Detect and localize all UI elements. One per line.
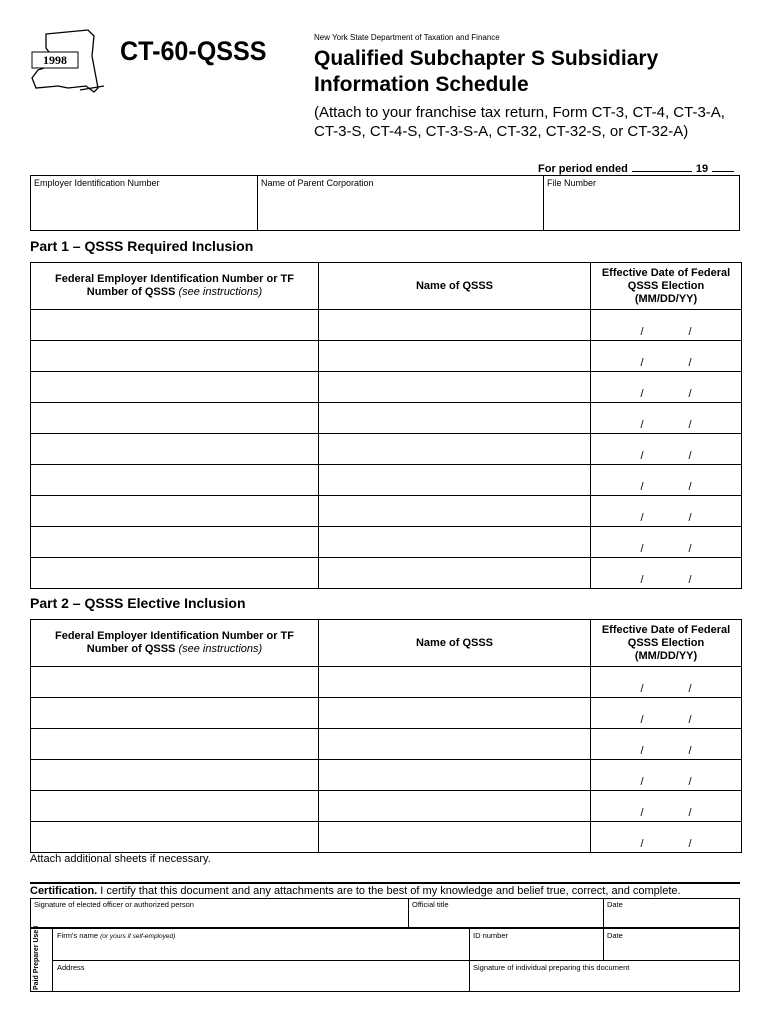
part2-col-ein: Federal Employer Identification Number or TF Number of QSSS (see instructions) (31, 620, 319, 667)
part1-row (31, 465, 742, 496)
part2-name-cell[interactable] (319, 698, 591, 729)
date-separator: / (688, 776, 692, 788)
attach-sheets-note: Attach additional sheets if necessary. (30, 853, 211, 865)
part1-row (31, 527, 742, 558)
period-ended (538, 163, 734, 175)
part1-name-cell[interactable] (319, 558, 591, 589)
date-separator: / (640, 419, 644, 431)
preparer-address-field[interactable]: Address (57, 963, 85, 972)
period-label: For period ended (538, 163, 628, 175)
part2-date-cell[interactable] (591, 760, 742, 791)
form-title (314, 46, 734, 98)
part2-name-cell[interactable] (319, 822, 591, 853)
part2-title: Part 2 – QSSS Elective Inclusion (30, 595, 246, 611)
preparer-id-field[interactable]: ID number (473, 931, 509, 940)
part1-ein-cell[interactable] (31, 496, 319, 527)
part2-name-cell[interactable] (319, 729, 591, 760)
part1-row (31, 341, 742, 372)
date-separator: / (640, 512, 644, 524)
date-separator: / (688, 683, 692, 695)
part2-ein-cell[interactable] (31, 698, 319, 729)
part2-ein-cell[interactable] (31, 667, 319, 698)
date-separator: / (640, 388, 644, 400)
part1-title: Part 1 – QSSS Required Inclusion (30, 238, 254, 254)
date-separator: / (688, 419, 692, 431)
date-separator: / (640, 450, 644, 462)
part1-name-cell[interactable] (319, 465, 591, 496)
part2-ein-cell[interactable] (31, 791, 319, 822)
date-separator: / (688, 543, 692, 555)
part2-name-cell[interactable] (319, 667, 591, 698)
period-date-field[interactable] (632, 171, 692, 172)
part1-date-cell[interactable] (591, 558, 742, 589)
ein-field[interactable]: Employer Identification Number (34, 178, 160, 188)
part2-date-cell[interactable] (591, 667, 742, 698)
date-separator: / (640, 838, 644, 850)
date-separator: / (640, 714, 644, 726)
part1-header-row (31, 263, 742, 310)
part2-header-row (31, 620, 742, 667)
date-separator: / (640, 807, 644, 819)
part2-name-cell[interactable] (319, 791, 591, 822)
date-separator: / (640, 357, 644, 369)
date-separator: / (688, 574, 692, 586)
part2-row (31, 729, 742, 760)
part1-name-cell[interactable] (319, 403, 591, 434)
part1-date-cell[interactable] (591, 341, 742, 372)
part1-ein-cell[interactable] (31, 341, 319, 372)
date-separator: / (688, 450, 692, 462)
part1-row (31, 558, 742, 589)
date-separator: / (640, 776, 644, 788)
svg-text:Paid Preparer Use Only: Paid Preparer Use Only (33, 926, 40, 990)
part2-col-date: Effective Date of Federal QSSS Election (MM/DD/YY) (591, 620, 742, 667)
part1-row (31, 434, 742, 465)
date-separator: / (640, 481, 644, 493)
part1-ein-cell[interactable] (31, 465, 319, 496)
part1-date-cell[interactable] (591, 403, 742, 434)
part1-name-cell[interactable] (319, 341, 591, 372)
official-title-field[interactable]: Official title (412, 900, 449, 909)
part1-row (31, 496, 742, 527)
part1-ein-cell[interactable] (31, 403, 319, 434)
certification-date-field[interactable]: Date (607, 900, 623, 909)
date-separator: / (640, 683, 644, 695)
part2-ein-cell[interactable] (31, 729, 319, 760)
date-separator: / (688, 838, 692, 850)
part1-col-ein: Federal Employer Identification Number or TF Number of QSSS (see instructions) (31, 263, 319, 310)
part2-row (31, 791, 742, 822)
date-separator: / (688, 388, 692, 400)
part1-name-cell[interactable] (319, 372, 591, 403)
part1-row (31, 310, 742, 341)
period-year: 19 (695, 163, 709, 175)
part2-date-cell[interactable] (591, 729, 742, 760)
form-number: CT-60-QSSS (120, 36, 267, 66)
part2-date-cell[interactable] (591, 822, 742, 853)
part1-date-cell[interactable] (591, 434, 742, 465)
part2-date-cell[interactable] (591, 698, 742, 729)
part1-date-cell[interactable] (591, 465, 742, 496)
part2-col-name: Name of QSSS (319, 620, 591, 667)
date-separator: / (688, 357, 692, 369)
part1-table (30, 262, 742, 589)
part2-row (31, 760, 742, 791)
parent-corp-field[interactable]: Name of Parent Corporation (261, 178, 374, 188)
part1-date-cell[interactable] (591, 496, 742, 527)
logo-year: 1998 (43, 53, 67, 67)
part1-col-name: Name of QSSS (319, 263, 591, 310)
part2-row (31, 698, 742, 729)
part1-name-cell[interactable] (319, 434, 591, 465)
attach-note: (Attach to your franchise tax return, Form CT-3, CT-4, CT-3-A, CT-3-S, CT-4-S, CT-3-S-A, CT-32, CT-32-S, or CT-32-A) (314, 104, 725, 140)
date-separator: / (688, 326, 692, 338)
part1-date-cell[interactable] (591, 527, 742, 558)
part2-row (31, 667, 742, 698)
date-separator: / (688, 745, 692, 757)
ny-state-logo (28, 26, 108, 96)
date-separator: / (640, 543, 644, 555)
part2-ein-cell[interactable] (31, 822, 319, 853)
part1-col-date: Effective Date of Federal QSSS Election (MM/DD/YY) (591, 263, 742, 310)
part1-name-cell[interactable] (319, 496, 591, 527)
part2-table (30, 619, 742, 853)
part1-ein-cell[interactable] (31, 310, 319, 341)
preparer-signature-field[interactable]: Signature of individual preparing this document (473, 963, 630, 972)
paid-preparer-label (28, 926, 52, 992)
part2-date-cell[interactable] (591, 791, 742, 822)
part1-date-cell[interactable] (591, 310, 742, 341)
part1-ein-cell[interactable] (31, 527, 319, 558)
officer-signature-field[interactable]: Signature of elected officer or authorized person (34, 900, 194, 909)
date-separator: / (640, 326, 644, 338)
part1-name-cell[interactable] (319, 310, 591, 341)
preparer-date-field[interactable]: Date (607, 931, 623, 940)
date-separator: / (688, 481, 692, 493)
firm-name-field[interactable]: Firm's name (or yours if self-employed) (57, 931, 176, 940)
date-separator: / (688, 512, 692, 524)
part1-row (31, 403, 742, 434)
part1-name-cell[interactable] (319, 527, 591, 558)
date-separator: / (688, 714, 692, 726)
part2-name-cell[interactable] (319, 760, 591, 791)
part1-row (31, 372, 742, 403)
title-line-1: Qualified Subchapter S Subsidiary (314, 47, 659, 70)
period-year-field[interactable] (712, 171, 734, 172)
part2-row (31, 822, 742, 853)
department-name: New York State Department of Taxation and Finance (314, 33, 500, 42)
part1-ein-cell[interactable] (31, 372, 319, 403)
date-separator: / (688, 807, 692, 819)
title-line-2: Information Schedule (314, 73, 529, 96)
date-separator: / (640, 745, 644, 757)
certification-statement: Certification. I certify that this document and any attachments are to the best of my knowledge and belief true, correct, and complete. (30, 885, 681, 897)
date-separator: / (640, 574, 644, 586)
part1-date-cell[interactable] (591, 372, 742, 403)
part1-ein-cell[interactable] (31, 434, 319, 465)
file-number-field[interactable]: File Number (547, 178, 597, 188)
part2-ein-cell[interactable] (31, 760, 319, 791)
part1-ein-cell[interactable] (31, 558, 319, 589)
